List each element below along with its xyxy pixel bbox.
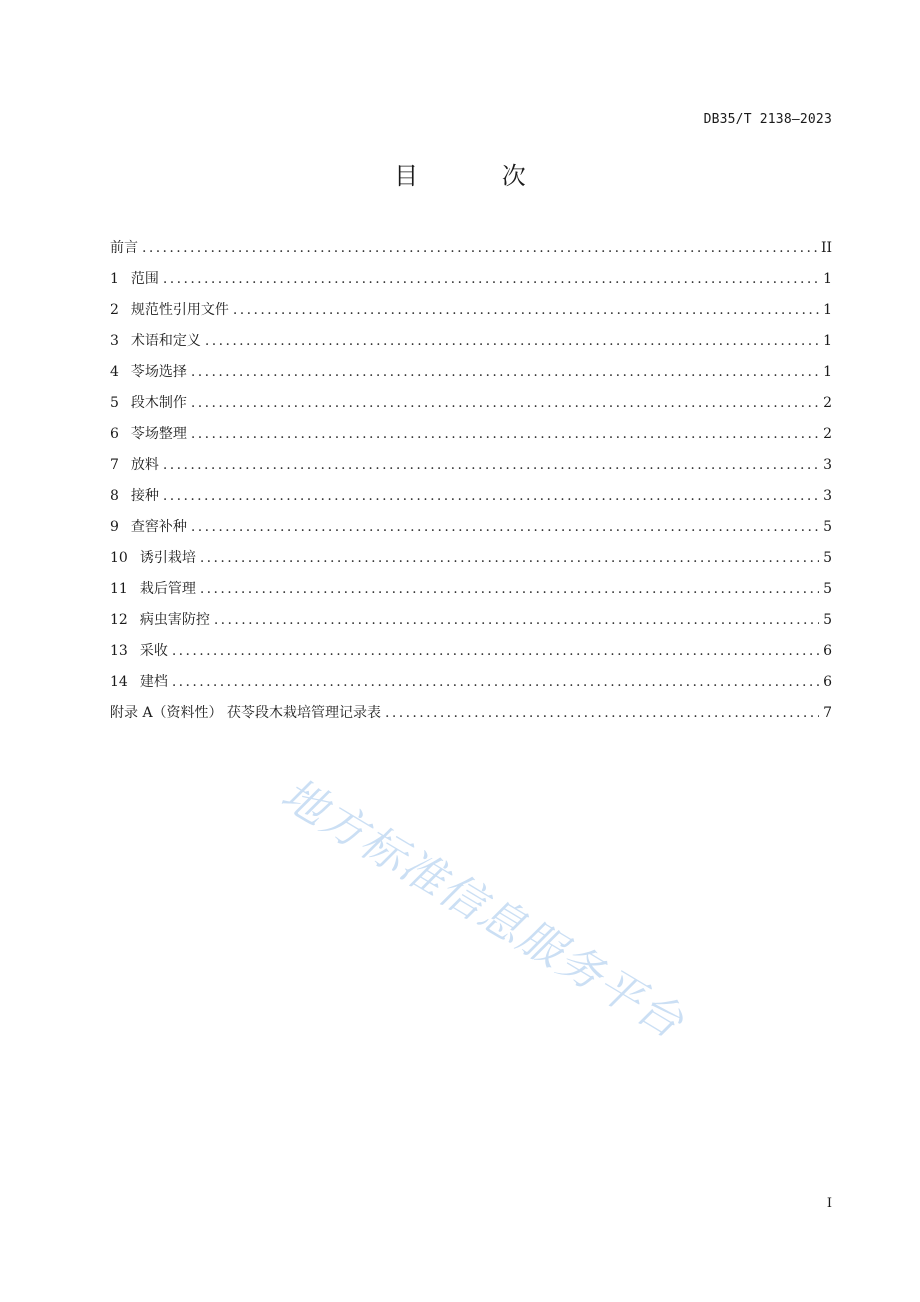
toc-entry[interactable] bbox=[110, 330, 832, 361]
toc-entry-label: 栽后管理 bbox=[139, 581, 196, 597]
toc-entry-number: 5 bbox=[110, 395, 119, 411]
toc-entry-page: 3 bbox=[823, 488, 832, 504]
toc-entry-page: 1 bbox=[823, 271, 832, 287]
toc-leader-dots bbox=[191, 364, 819, 380]
toc-entry-page: 3 bbox=[823, 457, 832, 473]
toc-leader-dots bbox=[163, 271, 819, 287]
toc-entry-label: 病虫害防控 bbox=[139, 612, 210, 628]
document-code: DB35/T 2138—2023 bbox=[703, 112, 832, 127]
toc-leader-dots bbox=[172, 643, 819, 659]
toc-entry-label: 范围 bbox=[130, 271, 159, 287]
page-title: 目 次 bbox=[394, 162, 564, 190]
toc-entry[interactable] bbox=[110, 547, 832, 578]
toc-entry-number: 6 bbox=[110, 426, 119, 442]
toc-leader-dots bbox=[163, 457, 819, 473]
toc-leader-dots bbox=[163, 488, 819, 504]
toc-entry-number: 13 bbox=[110, 643, 128, 659]
toc-entry-number: 9 bbox=[110, 519, 119, 535]
toc-entry[interactable] bbox=[110, 640, 832, 671]
toc-entry[interactable] bbox=[110, 485, 832, 516]
toc-entry-label: 前言 bbox=[110, 240, 138, 256]
watermark: 地方标准信息服务平台 bbox=[272, 768, 693, 1050]
toc-entry-page: II bbox=[820, 240, 832, 256]
toc-entry-label: 接种 bbox=[130, 488, 159, 504]
toc-leader-dots bbox=[191, 426, 819, 442]
toc-entry-label: 诱引栽培 bbox=[139, 550, 196, 566]
toc-entry-label: 采收 bbox=[139, 643, 168, 659]
toc-entry-page: 7 bbox=[823, 705, 832, 721]
toc-entry-number: 10 bbox=[110, 550, 128, 566]
toc-entry-label: 苓场整理 bbox=[130, 426, 187, 442]
toc-entry[interactable] bbox=[110, 516, 832, 547]
toc-entry-page: 1 bbox=[823, 302, 832, 318]
toc-entry-label: 附录 A（资料性） 茯苓段木栽培管理记录表 bbox=[110, 705, 382, 721]
toc-entry-number: 1 bbox=[110, 271, 119, 287]
toc-entry-page: 6 bbox=[823, 643, 832, 659]
toc-leader-dots bbox=[191, 519, 819, 535]
toc-entry[interactable] bbox=[110, 702, 832, 733]
toc-entry[interactable] bbox=[110, 609, 832, 640]
toc-entry-page: 1 bbox=[823, 333, 832, 349]
toc-entry-label: 段木制作 bbox=[130, 395, 187, 411]
toc-entry[interactable] bbox=[110, 237, 832, 268]
toc-entry-label: 术语和定义 bbox=[130, 333, 201, 349]
toc-entry-page: 2 bbox=[823, 426, 832, 442]
toc-entry-number: 11 bbox=[110, 581, 128, 597]
toc-leader-dots bbox=[142, 240, 817, 256]
toc-entry-label: 放料 bbox=[130, 457, 159, 473]
toc-entry-page: 5 bbox=[823, 550, 832, 566]
toc-entry-number: 4 bbox=[110, 364, 119, 380]
toc-entry[interactable] bbox=[110, 578, 832, 609]
toc-entry-page: 1 bbox=[823, 364, 832, 380]
toc-leader-dots bbox=[205, 333, 819, 349]
toc-entry-label: 查窖补种 bbox=[130, 519, 187, 535]
toc-leader-dots bbox=[200, 550, 819, 566]
toc-entry-label: 苓场选择 bbox=[130, 364, 187, 380]
toc-entry-number: 12 bbox=[110, 612, 128, 628]
toc-entry-number: 7 bbox=[110, 457, 119, 473]
toc-leader-dots bbox=[214, 612, 819, 628]
toc-entry-number: 14 bbox=[110, 674, 128, 690]
toc-entry[interactable] bbox=[110, 361, 832, 392]
toc-entry[interactable] bbox=[110, 423, 832, 454]
toc-entry[interactable] bbox=[110, 268, 832, 299]
toc-entry[interactable] bbox=[110, 671, 832, 702]
page-number: I bbox=[826, 1196, 832, 1211]
toc-entry[interactable] bbox=[110, 454, 832, 485]
toc-entry-page: 5 bbox=[823, 581, 832, 597]
table-of-contents bbox=[110, 237, 832, 733]
toc-entry-label: 建档 bbox=[139, 674, 168, 690]
toc-leader-dots bbox=[233, 302, 819, 318]
toc-entry[interactable] bbox=[110, 299, 832, 330]
toc-entry-page: 5 bbox=[823, 612, 832, 628]
toc-entry-page: 5 bbox=[823, 519, 832, 535]
toc-entry-number: 2 bbox=[110, 302, 119, 318]
toc-leader-dots bbox=[385, 705, 819, 721]
toc-leader-dots bbox=[191, 395, 819, 411]
toc-entry[interactable] bbox=[110, 392, 832, 423]
toc-leader-dots bbox=[172, 674, 819, 690]
toc-entry-label: 规范性引用文件 bbox=[130, 302, 229, 318]
toc-entry-number: 3 bbox=[110, 333, 119, 349]
toc-entry-number: 8 bbox=[110, 488, 119, 504]
toc-entry-page: 2 bbox=[823, 395, 832, 411]
toc-entry-page: 6 bbox=[823, 674, 832, 690]
toc-leader-dots bbox=[200, 581, 819, 597]
